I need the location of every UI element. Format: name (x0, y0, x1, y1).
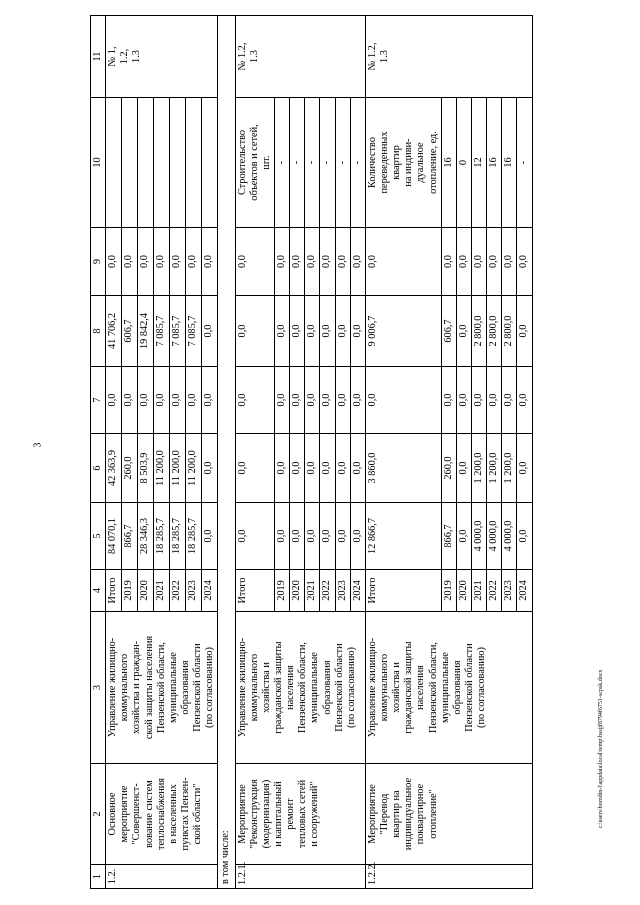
amount-total: 84 070,1 (106, 503, 122, 570)
amount-federal: 0,0 (456, 367, 471, 434)
amount-federal: 0,0 (320, 367, 335, 434)
amount-total: 18 285,7 (154, 503, 170, 570)
amount-local: 0,0 (517, 296, 532, 367)
amount-other: 0,0 (517, 228, 532, 296)
amount-federal: 0,0 (202, 367, 218, 434)
amount-federal: 0,0 (170, 367, 186, 434)
indicator-value: 16 (441, 98, 456, 228)
amount-other: 0,0 (320, 228, 335, 296)
year-cell: 2024 (202, 570, 218, 612)
amount-local: 7 085,7 (170, 296, 186, 367)
amount-total: 0,0 (202, 503, 218, 570)
amount-federal: 0,0 (502, 367, 517, 434)
amount-total: 0,0 (335, 503, 350, 570)
amount-local: 0,0 (456, 296, 471, 367)
amount-local: 0,0 (274, 296, 289, 367)
amount-regional: 0,0 (350, 434, 365, 503)
activity-name: Основное мероприятие "Совершенст- вование систем теплоснабжения в населенных пунктах Пензен- ской области" (106, 764, 218, 865)
amount-other: 0,0 (471, 228, 486, 296)
year-cell: 2023 (502, 570, 517, 612)
amount-regional: 11 200,0 (186, 434, 202, 503)
amount-regional: 0,0 (320, 434, 335, 503)
year-cell: 2021 (305, 570, 320, 612)
year-cell: Итого (365, 570, 441, 612)
amount-local: 9 006,7 (365, 296, 441, 367)
year-cell: 2021 (471, 570, 486, 612)
amount-regional: 1 200,0 (471, 434, 486, 503)
amount-total: 18 285,7 (186, 503, 202, 570)
amount-other: 0,0 (456, 228, 471, 296)
amount-local: 0,0 (235, 296, 274, 367)
column-header: 8 (91, 296, 106, 367)
indicator-value: - (350, 98, 365, 228)
amount-regional: 260,0 (441, 434, 456, 503)
amount-total: 0,0 (320, 503, 335, 570)
amount-regional: 0,0 (335, 434, 350, 503)
item-number: 1.2.1. (235, 865, 365, 889)
column-header: 6 (91, 434, 106, 503)
item-number: 1.2.2. (365, 865, 532, 889)
program-activities-table (90, 15, 533, 889)
amount-total: 4 000,0 (487, 503, 502, 570)
column-header: 9 (91, 228, 106, 296)
amount-other: 0,0 (441, 228, 456, 296)
year-cell: Итого (235, 570, 274, 612)
amount-total: 12 866,7 (365, 503, 441, 570)
amount-federal: 0,0 (154, 367, 170, 434)
amount-local: 0,0 (350, 296, 365, 367)
amount-other: 0,0 (365, 228, 441, 296)
indicator-value (122, 98, 138, 228)
amount-local: 7 085,7 (186, 296, 202, 367)
activity-name: Мероприятие "Перевод квартир на индивидуальное поквартирное отопление" (365, 764, 532, 865)
year-cell: 2024 (350, 570, 365, 612)
amount-regional: 260,0 (122, 434, 138, 503)
amount-regional: 11 200,0 (170, 434, 186, 503)
amount-total: 0,0 (517, 503, 532, 570)
amount-local: 7 085,7 (154, 296, 170, 367)
amount-local: 606,7 (441, 296, 456, 367)
amount-regional: 0,0 (456, 434, 471, 503)
page-number: 3 (32, 442, 44, 448)
indicator-value (138, 98, 154, 228)
indicator-value (170, 98, 186, 228)
amount-total: 28 346,3 (138, 503, 154, 570)
amount-regional: 0,0 (202, 434, 218, 503)
amount-regional: 0,0 (305, 434, 320, 503)
indicator-refs: № 1.2, 1.3 (365, 16, 532, 98)
amount-other: 0,0 (290, 228, 305, 296)
amount-local: 2 800,0 (502, 296, 517, 367)
column-header: 3 (91, 612, 106, 764)
amount-local: 2 800,0 (487, 296, 502, 367)
amount-local: 606,7 (122, 296, 138, 367)
indicator-value: - (305, 98, 320, 228)
indicator-value: 12 (471, 98, 486, 228)
responsible-executor: Управление жилищно- коммунального хозяйства и граждан- ской защиты населения Пензенской области, муниципальные образования Пензенской области (по согласованию) (106, 612, 218, 764)
amount-regional: 0,0 (290, 434, 305, 503)
column-header: 7 (91, 367, 106, 434)
amount-federal: 0,0 (274, 367, 289, 434)
amount-other: 0,0 (186, 228, 202, 296)
amount-local: 0,0 (305, 296, 320, 367)
amount-regional: 0,0 (235, 434, 274, 503)
amount-total: 0,0 (274, 503, 289, 570)
amount-total: 866,7 (122, 503, 138, 570)
table-row (106, 16, 122, 889)
amount-regional: 0,0 (517, 434, 532, 503)
amount-federal: 0,0 (138, 367, 154, 434)
amount-total: 4 000,0 (471, 503, 486, 570)
amount-total: 4 000,0 (502, 503, 517, 570)
column-header: 1 (91, 865, 106, 889)
year-cell: Итого (106, 570, 122, 612)
amount-federal: 0,0 (305, 367, 320, 434)
amount-federal: 0,0 (290, 367, 305, 434)
responsible-executor: Управление жилищно- коммунального хозяйства и гражданской защиты населения Пензенской области, муниципальные образования Пензенской области (по согласованию) (365, 612, 532, 764)
footer-file-path: c:\users\borodin-l\appdata\local\temp\bssjjf8794f6751-scpsk.docx (598, 669, 604, 829)
indicator-name: Количество переведенных квартир на индиви- дуальное отопление, ед. (365, 98, 441, 228)
amount-federal: 0,0 (186, 367, 202, 434)
column-header: 10 (91, 98, 106, 228)
amount-other: 0,0 (202, 228, 218, 296)
indicator-name: Строительство объектов и сетей, шт. (235, 98, 274, 228)
amount-other: 0,0 (305, 228, 320, 296)
amount-federal: 0,0 (517, 367, 532, 434)
year-cell: 2022 (487, 570, 502, 612)
amount-other: 0,0 (122, 228, 138, 296)
amount-other: 0,0 (138, 228, 154, 296)
indicator-value (202, 98, 218, 228)
amount-federal: 0,0 (122, 367, 138, 434)
responsible-executor: Управление жилищно- коммунального хозяйства и гражданской защиты населения Пензенской области, муниципальные образования Пензенской области (по согласованию) (235, 612, 365, 764)
amount-regional: 11 200,0 (154, 434, 170, 503)
amount-other: 0,0 (170, 228, 186, 296)
amount-total: 866,7 (441, 503, 456, 570)
indicator-refs: № 1, 1.2, 1.3 (106, 16, 218, 98)
column-header: 2 (91, 764, 106, 865)
amount-regional: 8 503,9 (138, 434, 154, 503)
indicator-value: - (320, 98, 335, 228)
amount-other: 0,0 (487, 228, 502, 296)
amount-other: 0,0 (335, 228, 350, 296)
indicator-refs: № 1.2, 1.3 (235, 16, 365, 98)
amount-total: 0,0 (456, 503, 471, 570)
amount-regional: 3 860,0 (365, 434, 441, 503)
amount-local: 0,0 (202, 296, 218, 367)
amount-other: 0,0 (154, 228, 170, 296)
amount-federal: 0,0 (106, 367, 122, 434)
year-cell: 2023 (335, 570, 350, 612)
program-table-wrapper (90, 16, 590, 889)
amount-other: 0,0 (502, 228, 517, 296)
table-row (235, 16, 274, 889)
rotated-page-area (90, 16, 640, 889)
amount-regional: 1 200,0 (487, 434, 502, 503)
amount-local: 41 706,2 (106, 296, 122, 367)
amount-other: 0,0 (106, 228, 122, 296)
amount-regional: 1 200,0 (502, 434, 517, 503)
indicator-value: - (274, 98, 289, 228)
amount-total: 0,0 (235, 503, 274, 570)
year-cell: 2019 (122, 570, 138, 612)
year-cell: 2020 (290, 570, 305, 612)
amount-federal: 0,0 (471, 367, 486, 434)
amount-regional: 0,0 (274, 434, 289, 503)
indicator-value: - (335, 98, 350, 228)
year-cell: 2021 (154, 570, 170, 612)
indicator-value: 0 (456, 98, 471, 228)
year-cell: 2023 (186, 570, 202, 612)
table-row (365, 16, 441, 889)
amount-other: 0,0 (274, 228, 289, 296)
year-cell: 2024 (517, 570, 532, 612)
indicator-value: - (517, 98, 532, 228)
year-cell: 2020 (138, 570, 154, 612)
amount-regional: 42 363,9 (106, 434, 122, 503)
amount-total: 0,0 (350, 503, 365, 570)
year-cell: 2020 (456, 570, 471, 612)
indicator-value (106, 98, 122, 228)
indicator-value (186, 98, 202, 228)
column-number-row (91, 16, 106, 889)
amount-federal: 0,0 (365, 367, 441, 434)
column-header: 4 (91, 570, 106, 612)
item-number: 1.2. (106, 865, 218, 889)
amount-total: 0,0 (290, 503, 305, 570)
indicator-value: 16 (502, 98, 517, 228)
amount-total: 18 285,7 (170, 503, 186, 570)
column-header: 5 (91, 503, 106, 570)
amount-federal: 0,0 (350, 367, 365, 434)
amount-local: 0,0 (335, 296, 350, 367)
indicator-value: - (290, 98, 305, 228)
amount-local: 0,0 (320, 296, 335, 367)
amount-local: 19 842,4 (138, 296, 154, 367)
indicator-value (154, 98, 170, 228)
amount-other: 0,0 (235, 228, 274, 296)
year-cell: 2022 (170, 570, 186, 612)
section-label: в том числе: (218, 16, 235, 889)
year-cell: 2022 (320, 570, 335, 612)
amount-federal: 0,0 (441, 367, 456, 434)
indicator-value: 16 (487, 98, 502, 228)
amount-local: 0,0 (290, 296, 305, 367)
section-row (218, 16, 235, 889)
amount-local: 2 800,0 (471, 296, 486, 367)
column-header: 11 (91, 16, 106, 98)
amount-federal: 0,0 (487, 367, 502, 434)
amount-other: 0,0 (350, 228, 365, 296)
amount-total: 0,0 (305, 503, 320, 570)
year-cell: 2019 (274, 570, 289, 612)
activity-name: Мероприятие "Реконструкция (модернизация) и капитальный ремонт тепловых сетей и сооружений" (235, 764, 365, 865)
amount-federal: 0,0 (235, 367, 274, 434)
amount-federal: 0,0 (335, 367, 350, 434)
year-cell: 2019 (441, 570, 456, 612)
